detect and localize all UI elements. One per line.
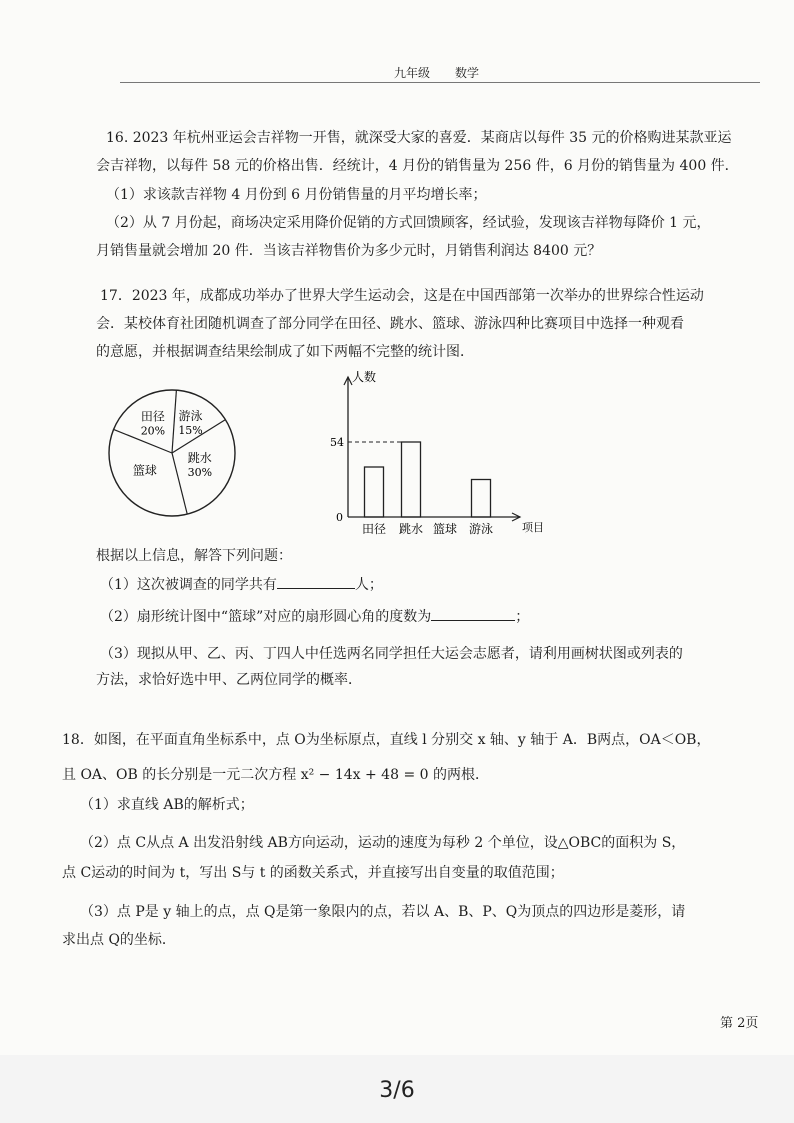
q16-part-2: （2）从 7 月份起，商场决定采用降价促销的方式回馈顾客，经试验，发现该吉祥物每降价 1 元， — [106, 215, 711, 231]
pie-slice-boundary-3 — [172, 453, 187, 514]
q17-part-3-cont: 方法，求恰好选中甲、乙两位同学的概率． — [96, 672, 362, 688]
q18-line-2: 且 OA、OB 的长分别是一元二次方程 x² − 14x + 48 = 0 的两根． — [62, 767, 489, 783]
q17-line-1: 17．2023 年，成都成功举办了世界大学生运动会，这是在中国西部第一次举办的世界综合性运动 — [100, 288, 704, 304]
pie-value-0: 20% — [140, 424, 166, 438]
q16-line-5: 月销售量就会增加 20 件．当该吉祥物售价为多少元时，月销售利润达 8400 元？ — [96, 243, 602, 259]
q17-line-2: 会．某校体育社团随机调查了部分同学在田径、跳水、篮球、游泳四种比赛项目中选择一种观看 — [96, 316, 684, 332]
x-tick-3: 游泳 — [468, 522, 494, 536]
y-tick-54: 54 — [330, 436, 344, 449]
answer-blank-1[interactable] — [277, 574, 355, 589]
bar-1 — [402, 442, 421, 517]
pie-label-2: 跳水 — [187, 451, 212, 466]
page-number: 第 2页 — [720, 1016, 759, 1031]
pie-label-3: 篮球 — [132, 463, 157, 478]
header-subject: 数学 — [455, 66, 480, 80]
q16-line-2: 会吉祥物，以每件 58 元的价格出售．经统计，4 月份的销售量为 256 件，6 月份的销售量为 400 件． — [96, 158, 739, 174]
pie-value-2: 30% — [187, 466, 213, 480]
q17-part-3: （3）现拟从甲、乙、丙、丁四人中任选两名同学担任大运会志愿者，请利用画树状图或列表的 — [100, 646, 683, 662]
q17-part-2 — [100, 606, 529, 627]
pie-value-1: 15% — [178, 424, 203, 438]
q18-part-1: （1）求直线 AB的解析式； — [80, 797, 254, 813]
x-axis-label: 项目 — [522, 521, 544, 534]
y-axis-label: 人数 — [352, 370, 377, 384]
x-tick-0: 田径 — [361, 522, 387, 536]
q18-line-1: 18．如图，在平面直角坐标系中，点 O为坐标原点，直线 l 分别交 x 轴、y 轴于 A．B两点，OA＜OB， — [62, 732, 711, 748]
x-tick-2: 篮球 — [432, 522, 458, 536]
pie-label-0: 田径 — [140, 409, 165, 424]
bar-chart — [320, 365, 545, 537]
q17-prompt: 根据以上信息，解答下列问题： — [96, 548, 292, 564]
bar-0 — [365, 467, 384, 517]
q17-part-2-end: ； — [515, 609, 530, 625]
q18-part-3: （3）点 P是 y 轴上的点，点 Q是第一象限内的点，若以 A、B、P、Q为顶点的四边形是菱形，请 — [80, 904, 686, 920]
bar-3 — [472, 480, 491, 518]
q16-line-1: 16. 2023 年杭州亚运会吉祥物一开售，就深受大家的喜爱．某商店以每件 35 元的价格购进某款亚运 — [106, 130, 732, 146]
pie-chart — [100, 388, 250, 520]
q17-part-1-unit: 人； — [354, 577, 383, 593]
q16-part-1: （1）求该款吉祥物 4 月份到 6 月份销售量的月平均增长率； — [106, 187, 487, 203]
q18-part-2: （2）点 C从点 A 出发沿射线 AB方向运动，运动的速度为每秒 2 个单位，设△OBC的面积为 S， — [80, 835, 686, 851]
pie-label-1: 游泳 — [178, 409, 203, 424]
q17-part-1 — [100, 574, 383, 595]
q17-line-3: 的意愿，并根据调查结果绘制成了如下两幅不完整的统计图． — [96, 344, 474, 360]
header-rule — [120, 82, 760, 83]
header-grade: 九年级 — [394, 66, 431, 80]
q17-part-1-text: （1）这次被调查的同学共有 — [100, 577, 277, 593]
q18-line-7: 求出点 Q的坐标． — [62, 932, 176, 948]
x-tick-1: 跳水 — [398, 522, 424, 536]
pie-slice-boundary-1 — [172, 390, 176, 453]
viewer-page-indicator: 3/6 — [379, 1078, 415, 1103]
q18-line-5: 点 C运动的时间为 t，写出 S与 t 的函数关系式，并直接写出自变量的取值范围； — [62, 865, 564, 881]
q17-part-2-text: （2）扇形统计图中“篮球”对应的扇形圆心角的度数为 — [100, 609, 432, 625]
y-tick-0: 0 — [336, 511, 343, 524]
answer-blank-2[interactable] — [431, 606, 515, 621]
